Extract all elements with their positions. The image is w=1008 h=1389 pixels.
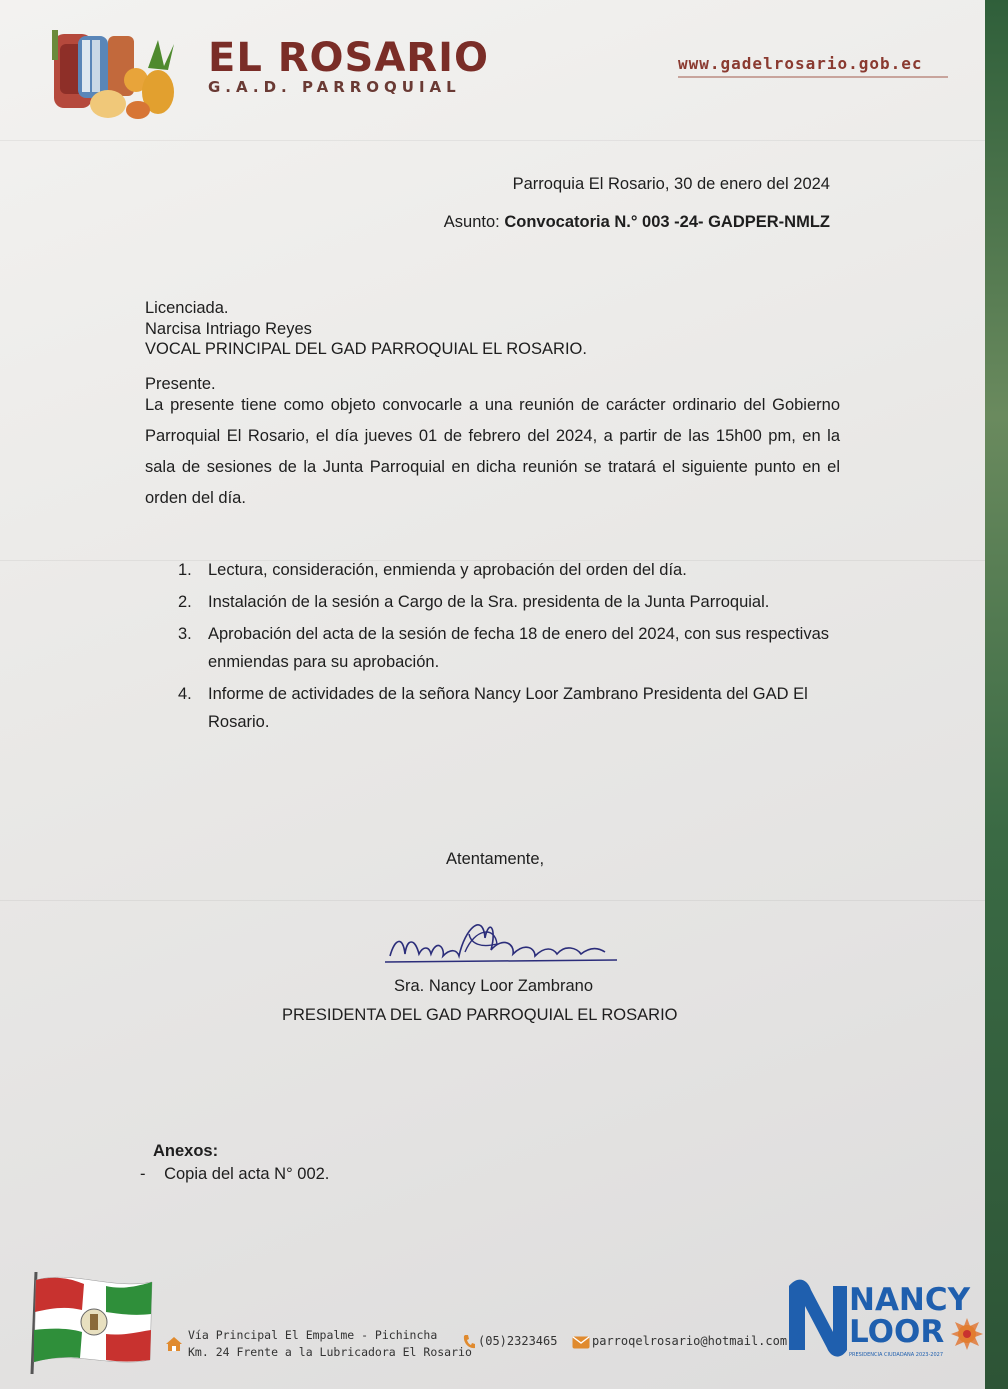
subject-value: Convocatoria N.° 003 -24- GADPER-NMLZ [504,213,830,231]
footer-address-line2: Km. 24 Frente a la Lubricadora El Rosario [188,1345,472,1359]
brand-subtitle: G.A.D. PARROQUIAL [208,78,461,96]
list-item [178,588,858,616]
signer-name: Sra. Nancy Loor Zambrano [394,977,594,995]
list-item-text: Instalación de la sesión a Cargo de la Sra. presidenta de la Junta Parroquial. [208,593,770,611]
mail-icon [572,1336,590,1349]
body-paragraph: La presente tiene como objeto convocarle a una reunión de carácter ordinario del Gobierno Parroquial El Rosario, el día jueves 01 de febrero del 2024, a partir de las 15h00 pm, en la sala de sesiones de la Junta Parroquial en dicha reunión se tratará el siguiente punto en el orden del día. [145,396,840,507]
greeting: Presente. [145,375,216,393]
footer-email[interactable]: parroqelrosario@hotmail.com [592,1334,788,1348]
annex-text: Copia del acta N° 002. [164,1165,330,1183]
agenda-list [178,556,858,740]
header-divider [678,76,948,78]
footer-address [188,1327,472,1361]
home-icon [165,1336,183,1352]
place-date: Parroquia El Rosario, 30 de enero del 2024 [512,175,830,193]
annex-bullet: - [140,1165,146,1183]
phone-icon [462,1334,476,1350]
list-item [178,556,858,584]
annex-item [140,1165,329,1184]
recipient-title: Licenciada. [145,299,229,317]
footer-address-line1: Vía Principal El Empalme - Pichincha [188,1328,438,1342]
brand-block [208,36,489,96]
parish-flag-icon [22,1270,157,1375]
logo-caption: PRESIDENCIA CIUDADANA 2023-2027 [849,1352,944,1358]
nancy-loor-logo-icon [785,1276,985,1361]
list-item-number: 3. [178,625,192,643]
recipient-name: Narcisa Intriago Reyes [145,320,312,338]
el-rosario-logo-icon [52,30,200,122]
subject-line [444,213,830,232]
subject-label: Asunto: [443,213,500,231]
handwritten-signature [385,908,620,968]
list-item-number: 2. [178,593,192,611]
list-item-text: Informe de actividades de la señora Nancy Loor Zambrano Presidenta del GAD El Rosario. [208,685,808,731]
list-item-number: 1. [178,561,192,579]
list-item-text: Lectura, consideración, enmienda y aprobación del orden del día. [208,561,687,579]
brand-name: EL ROSARIO [208,35,489,81]
website-link[interactable]: www.gadelrosario.gob.ec [678,54,923,73]
list-item [178,620,858,676]
recipient-position: VOCAL PRINCIPAL DEL GAD PARROQUIAL EL ROSARIO. [145,340,587,358]
list-item-text: Aprobación del acta de la sesión de fecha 18 de enero del 2024, con sus respectivas enmiendas para su aprobación. [208,625,829,671]
signer-position: PRESIDENTA DEL GAD PARROQUIAL EL ROSARIO [282,1006,678,1024]
annexes-title: Anexos: [153,1142,219,1160]
closing-salutation: Atentamente, [446,850,545,868]
list-item [178,680,858,736]
logo-name-line1: NANCY [849,1282,971,1318]
footer-phone[interactable]: (05)2323465 [478,1334,558,1348]
logo-name-line2: LOOR [849,1314,945,1350]
list-item-number: 4. [178,685,192,703]
